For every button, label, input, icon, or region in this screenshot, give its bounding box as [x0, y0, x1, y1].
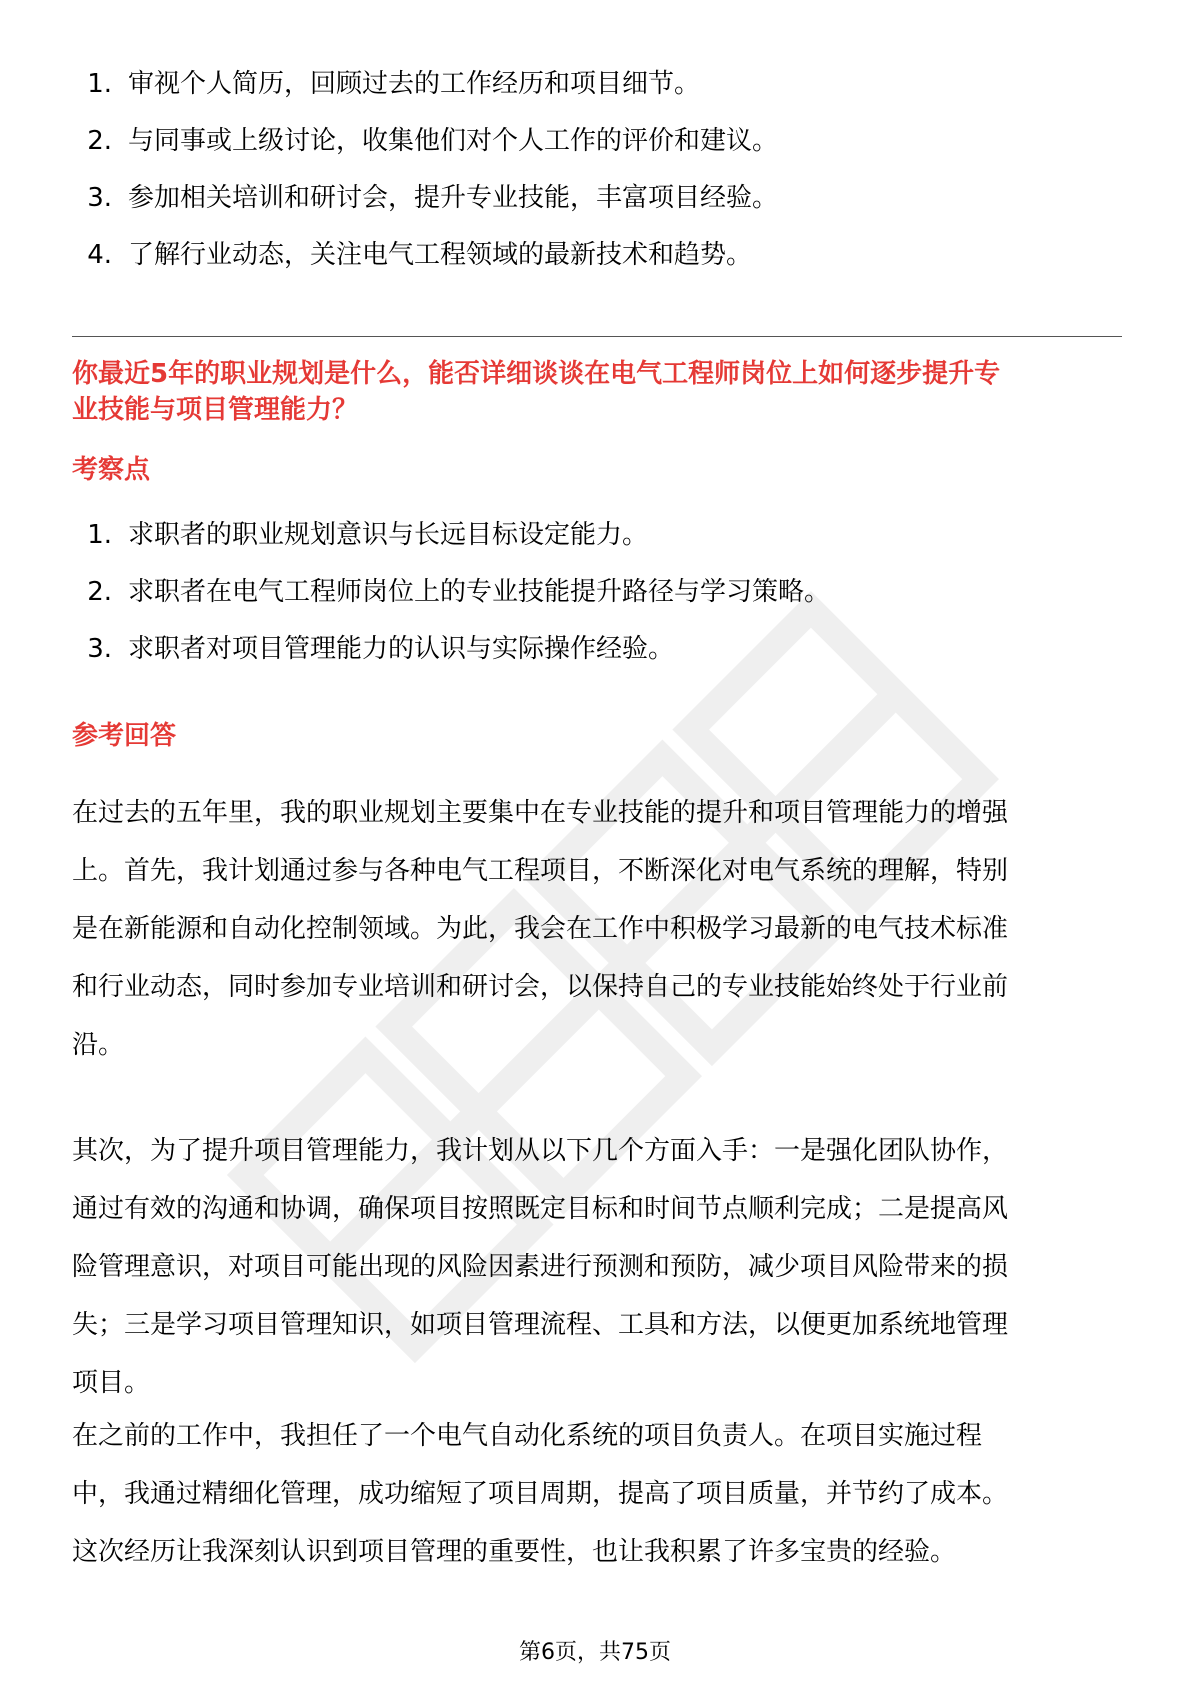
list-item: 1. 审视个人简历，回顾过去的工作经历和项目细节。 — [87, 69, 701, 99]
answer-paragraph-2: 其次，为了提升项目管理能力，我计划从以下几个方面入手：一是强化团队协作， 通过有效的沟通和协调，确保项目按照既定目标和时间节点顺利完成；二是提高风 险管理意识，对项目可能出现的风险因素进行预测和预防，减少项目风险带来的损 失；三是学习项目管理知识，如项目管理流程、工具和方法，以便更加系统地管理 项目。 — [72, 1136, 1009, 1398]
list-item: 1. 求职者的职业规划意识与长远目标设定能力。 — [87, 520, 649, 550]
top-numbered-list — [72, 56, 1122, 284]
list-item: 3. 求职者对项目管理能力的认识与实际操作经验。 — [87, 634, 675, 664]
heading-kaochadian: 考察点 — [72, 455, 151, 485]
page-footer: 第6页，共75页 — [519, 1640, 671, 1665]
list-item: 2. 求职者在电气工程师岗位上的专业技能提升路径与学习策略。 — [87, 577, 831, 607]
answer-paragraph-3: 在之前的工作中，我担任了一个电气自动化系统的项目负责人。在项目实施过程 中，我通过精细化管理，成功缩短了项目周期，提高了项目质量，并节约了成本。 这次经历让我深刻认识到项目管理的重要性，也让我积累了许多宝贵的经验。 — [72, 1421, 1009, 1567]
list-item: 3. 参加相关培训和研讨会，提升专业技能，丰富项目经验。 — [87, 183, 779, 213]
heading-cankao: 参考回答 — [72, 721, 177, 751]
list-item: 2. 与同事或上级讨论，收集他们对个人工作的评价和建议。 — [87, 126, 779, 156]
question-heading: 你最近5年的职业规划是什么，能否详细谈谈在电气工程师岗位上如何逐步提升专 业技能与项目管理能力？ — [72, 359, 1001, 425]
list-item: 4. 了解行业动态，关注电气工程领域的最新技术和趋势。 — [87, 240, 753, 270]
section-divider — [72, 336, 1122, 337]
answer-paragraph-1: 在过去的五年里，我的职业规划主要集中在专业技能的提升和项目管理能力的增强 上。首先，我计划通过参与各种电气工程项目，不断深化对电气系统的理解，特别 是在新能源和自动化控制领域。为此，我会在工作中积极学习最新的电气技术标准 和行业动态，同时参加专业培训和研讨会，以保持自己的专业技能始终处于行业前 沿。 — [72, 798, 1009, 1060]
kaochadian-list — [72, 507, 1122, 678]
